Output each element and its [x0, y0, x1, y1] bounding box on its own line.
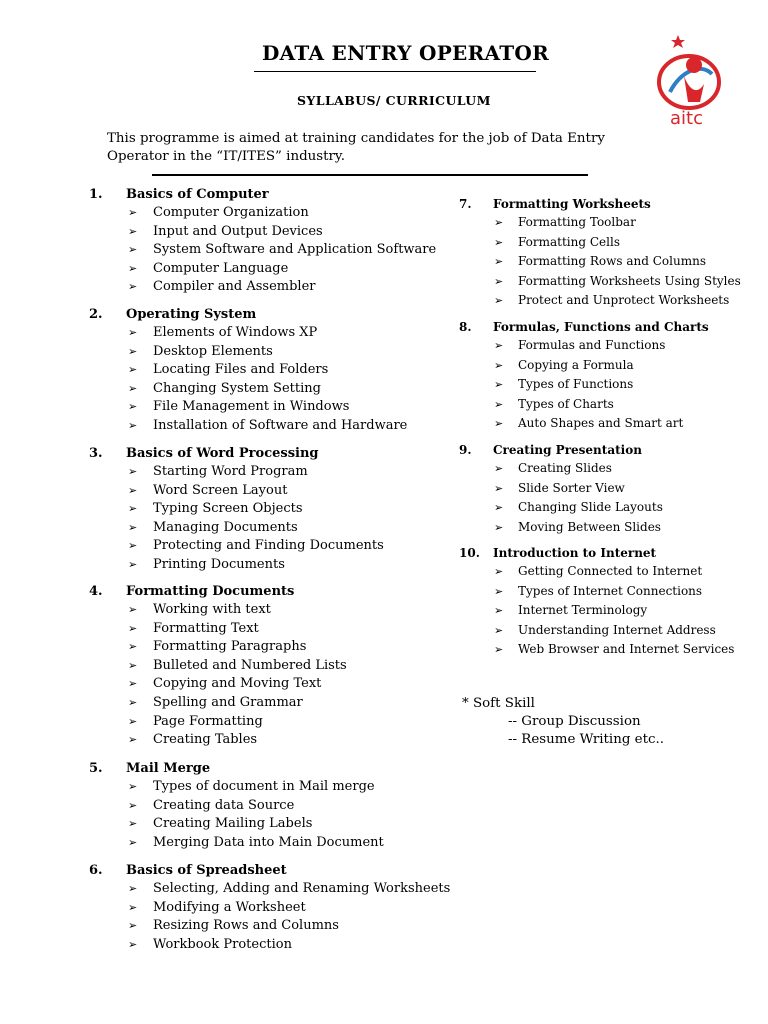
topic-text: Compiler and Assembler [153, 279, 316, 295]
arrow-bullet-icon: ➢ [128, 400, 138, 414]
arrow-bullet-icon: ➢ [128, 733, 138, 747]
arrow-bullet-icon: ➢ [128, 502, 138, 516]
syllabus-section [0, 760, 384, 852]
document-title: DATA ENTRY OPERATOR [262, 41, 550, 65]
topic-text: Protect and Unprotect Worksheets [518, 293, 730, 308]
topic-item [0, 479, 663, 499]
arrow-bullet-icon: ➢ [128, 882, 138, 895]
arrow-bullet-icon: ➢ [128, 835, 138, 849]
arrow-bullet-icon: ➢ [128, 539, 138, 553]
section-heading [0, 195, 741, 213]
section-number: 10. [459, 546, 480, 560]
syllabus-section [0, 862, 450, 954]
arrow-bullet-icon: ➢ [128, 326, 138, 339]
topic-text: Formatting Rows and Columns [518, 254, 706, 269]
topic-item [0, 621, 734, 641]
topic-text: Types of document in Mail merge [153, 779, 375, 794]
arrow-bullet-icon: ➢ [128, 695, 138, 709]
topic-item [0, 834, 384, 853]
section-number: 3. [89, 446, 103, 461]
topic-text: Installation of Software and Hardware [153, 417, 408, 433]
topic-text: File Management in Windows [153, 399, 350, 415]
section-title: Basics of Spreadsheet [126, 863, 287, 878]
arrow-bullet-icon: ➢ [128, 418, 138, 432]
arrow-bullet-icon: ➢ [128, 520, 138, 534]
topic-text: Formatting Cells [518, 234, 620, 249]
arrow-bullet-icon: ➢ [128, 658, 138, 672]
arrow-bullet-icon: ➢ [494, 216, 504, 229]
arrow-bullet-icon: ➢ [128, 206, 138, 219]
section-title: Formatting Documents [126, 584, 295, 599]
arrow-bullet-icon: ➢ [128, 677, 138, 691]
syllabus-section [0, 544, 734, 660]
topic-text: Creating data Source [153, 797, 295, 813]
title-underline [254, 71, 536, 72]
topic-item [0, 356, 709, 376]
soft-skill-heading: * Soft Skill [462, 696, 535, 711]
topic-item [0, 291, 741, 311]
topic-list [0, 213, 741, 311]
topic-text: Copying and Moving Text [153, 676, 322, 692]
topic-text: Formatting Paragraphs [153, 639, 307, 655]
arrow-bullet-icon: ➢ [128, 280, 138, 294]
topic-list [0, 459, 663, 537]
section-title: Basics of Computer [126, 187, 269, 202]
arrow-bullet-icon: ➢ [128, 621, 138, 635]
topic-text: Computer Language [153, 260, 289, 276]
topic-item [0, 601, 734, 621]
section-title: Basics of Word Processing [126, 446, 319, 461]
document-subtitle: SYLLABUS/ CURRICULUM [297, 93, 491, 108]
arrow-bullet-icon: ➢ [128, 919, 138, 933]
topic-text: Workbook Protection [153, 936, 292, 952]
arrow-bullet-icon: ➢ [494, 481, 504, 495]
topic-text: Spelling and Grammar [153, 694, 303, 710]
arrow-bullet-icon: ➢ [494, 417, 504, 431]
topic-text: Internet Terminology [518, 603, 648, 618]
topic-text: Getting Connected to Internet [518, 564, 703, 578]
section-number: 5. [89, 761, 103, 776]
topic-text: Changing System Setting [153, 380, 321, 396]
topic-text: Web Browser and Internet Services [518, 642, 735, 657]
topic-text: Word Screen Layout [153, 482, 288, 498]
arrow-bullet-icon: ➢ [494, 604, 504, 618]
topic-text: Working with text [153, 602, 271, 617]
section-number: 4. [89, 584, 103, 599]
topic-text: Types of Functions [518, 377, 634, 392]
topic-item [0, 395, 709, 415]
section-heading [0, 862, 450, 880]
topic-text: Formatting Toolbar [518, 215, 636, 229]
arrow-bullet-icon: ➢ [128, 557, 138, 571]
logo-star-icon [671, 35, 685, 48]
arrow-bullet-icon: ➢ [494, 358, 504, 372]
topic-list [0, 778, 384, 852]
soft-skill-line: -- Resume Writing etc.. [508, 732, 664, 747]
topic-item [0, 694, 347, 713]
topic-item [0, 675, 347, 694]
arrow-bullet-icon: ➢ [128, 780, 138, 793]
topic-text: Typing Screen Objects [153, 501, 303, 517]
topic-item [0, 582, 734, 602]
topic-list [0, 562, 734, 660]
topic-text: Types of Internet Connections [518, 583, 703, 598]
topic-item [0, 459, 663, 479]
syllabus-section [0, 441, 663, 537]
arrow-bullet-icon: ➢ [494, 235, 504, 249]
topic-text: Resizing Rows and Columns [153, 918, 339, 934]
topic-text: System Software and Application Software [153, 242, 437, 258]
arrow-bullet-icon: ➢ [494, 520, 504, 534]
arrow-bullet-icon: ➢ [128, 483, 138, 497]
arrow-bullet-icon: ➢ [494, 501, 504, 515]
topic-text: Locating Files and Folders [153, 362, 329, 378]
topic-text: Understanding Internet Address [518, 622, 716, 637]
topic-item [0, 778, 384, 797]
syllabus-section [0, 318, 709, 434]
topic-item [0, 640, 734, 660]
topic-item [0, 498, 663, 518]
arrow-bullet-icon: ➢ [128, 714, 138, 728]
topic-item [0, 336, 709, 356]
arrow-bullet-icon: ➢ [128, 381, 138, 395]
arrow-bullet-icon: ➢ [128, 900, 138, 914]
arrow-bullet-icon: ➢ [494, 623, 504, 637]
syllabus-section [0, 195, 741, 311]
topic-list [0, 336, 709, 434]
section-title: Introduction to Internet [493, 546, 657, 560]
section-title: Formulas, Functions and Charts [493, 320, 709, 334]
logo-text: aitc [670, 108, 703, 127]
arrow-bullet-icon: ➢ [128, 817, 138, 831]
topic-text: Creating Tables [153, 732, 258, 748]
arrow-bullet-icon: ➢ [128, 344, 138, 358]
section-title: Operating System [126, 307, 257, 322]
arrow-bullet-icon: ➢ [128, 261, 138, 275]
topic-text: Merging Data into Main Document [153, 834, 384, 850]
intro-paragraph: This programme is aimed at training candidates for the job of Data Entry Operator in the “IT/ITES” industry. [107, 131, 605, 164]
topic-item [0, 917, 450, 936]
topic-text: Copying a Formula [518, 357, 634, 372]
topic-text: Input and Output Devices [153, 223, 323, 239]
section-heading [0, 318, 709, 336]
topic-text: Page Formatting [153, 713, 263, 729]
section-title: Mail Merge [126, 761, 211, 776]
topic-text: Bulleted and Numbered Lists [153, 657, 347, 673]
topic-text: Computer Organization [153, 205, 309, 220]
topic-item [0, 518, 663, 538]
arrow-bullet-icon: ➢ [128, 224, 138, 238]
arrow-bullet-icon: ➢ [494, 584, 504, 598]
section-number: 1. [89, 187, 103, 202]
topic-text: Changing Slide Layouts [518, 500, 663, 515]
topic-item [0, 815, 384, 834]
topic-text: Protecting and Finding Documents [153, 538, 384, 554]
arrow-bullet-icon: ➢ [128, 798, 138, 812]
section-title: Formatting Worksheets [493, 197, 651, 211]
section-number: 2. [89, 307, 103, 322]
topic-text: Moving Between Slides [518, 519, 661, 534]
aitc-logo [650, 32, 728, 127]
topic-item [0, 562, 734, 582]
arrow-bullet-icon: ➢ [494, 397, 504, 411]
topic-text: Formulas and Functions [518, 338, 666, 352]
arrow-bullet-icon: ➢ [494, 294, 504, 308]
topic-text: Types of Charts [518, 396, 614, 411]
topic-text: Managing Documents [153, 519, 298, 535]
arrow-bullet-icon: ➢ [494, 565, 504, 578]
section-title: Creating Presentation [493, 443, 642, 457]
intro-divider [152, 174, 588, 176]
arrow-bullet-icon: ➢ [494, 274, 504, 288]
topic-item [0, 233, 741, 253]
topic-text: Auto Shapes and Smart art [518, 416, 684, 431]
topic-text: Desktop Elements [153, 343, 273, 359]
section-number: 6. [89, 863, 103, 878]
section-heading [0, 441, 663, 459]
topic-item [0, 936, 450, 955]
topic-item [0, 375, 709, 395]
topic-item [0, 880, 450, 899]
arrow-bullet-icon: ➢ [128, 465, 138, 478]
section-number: 7. [459, 197, 472, 211]
arrow-bullet-icon: ➢ [494, 462, 504, 475]
section-heading [0, 760, 384, 778]
topic-text: Modifying a Worksheet [153, 899, 306, 915]
topic-text: Selecting, Adding and Renaming Worksheets [153, 881, 451, 896]
topic-text: Starting Word Program [153, 464, 308, 479]
soft-skill-block [462, 695, 664, 749]
topic-item [0, 797, 384, 816]
section-heading [0, 544, 734, 562]
topic-text: Printing Documents [153, 556, 285, 572]
arrow-bullet-icon: ➢ [494, 339, 504, 352]
topic-text: Slide Sorter View [518, 480, 625, 495]
topic-text: Creating Mailing Labels [153, 816, 313, 832]
arrow-bullet-icon: ➢ [128, 603, 138, 616]
arrow-bullet-icon: ➢ [128, 937, 138, 951]
topic-text: Elements of Windows XP [153, 325, 318, 340]
arrow-bullet-icon: ➢ [494, 255, 504, 269]
topic-item [0, 213, 741, 233]
topic-item [0, 272, 741, 295]
topic-item [0, 713, 347, 732]
topic-text: Creating Slides [518, 461, 612, 475]
arrow-bullet-icon: ➢ [128, 243, 138, 257]
topic-text: Formatting Worksheets Using Styles [518, 273, 741, 288]
arrow-bullet-icon: ➢ [494, 643, 504, 657]
topic-item [0, 414, 709, 434]
topic-list [0, 880, 450, 954]
topic-item [0, 252, 741, 272]
topic-item [0, 899, 450, 918]
arrow-bullet-icon: ➢ [494, 378, 504, 392]
arrow-bullet-icon: ➢ [128, 363, 138, 377]
topic-text: Formatting Text [153, 620, 259, 636]
section-number: 9. [459, 443, 472, 457]
section-number: 8. [459, 320, 472, 334]
arrow-bullet-icon: ➢ [128, 640, 138, 654]
soft-skill-line: -- Group Discussion [508, 714, 641, 729]
topic-item [0, 731, 347, 750]
